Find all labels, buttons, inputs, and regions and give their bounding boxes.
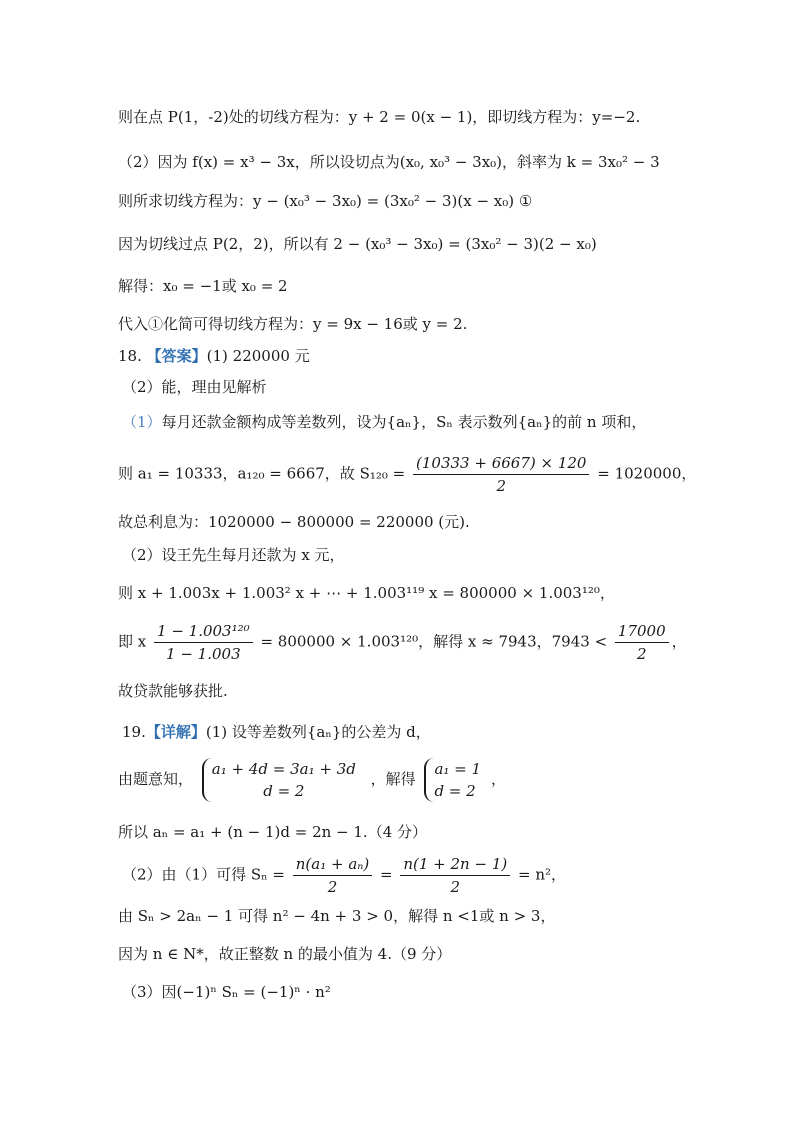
fraction-numerator: n(1 + 2n − 1) bbox=[400, 853, 510, 876]
equation: a₁ + 4d = 3a₁ + 3d bbox=[211, 760, 356, 778]
fraction-denominator: 2 bbox=[450, 878, 461, 896]
question-number: 18. bbox=[118, 347, 142, 365]
text-line: 因为 n ∈ N*，故正整数 n 的最小值为 4.（9 分） bbox=[118, 945, 452, 963]
line-text: ， bbox=[491, 770, 507, 788]
text-line bbox=[122, 411, 646, 433]
line-text: = n²， bbox=[518, 865, 567, 884]
fraction-denominator: 2 bbox=[637, 645, 647, 663]
question-number: 19. bbox=[122, 723, 146, 741]
line-text: = 1020000， bbox=[597, 464, 697, 483]
fraction bbox=[293, 853, 372, 898]
line-text: （2）由（1）可得 Sₙ = bbox=[122, 865, 285, 884]
line-text: ，解得 bbox=[370, 770, 416, 788]
answer-18-heading bbox=[118, 345, 310, 367]
formula-line bbox=[118, 452, 696, 497]
equation: d = 2 bbox=[263, 782, 305, 800]
fraction bbox=[154, 620, 253, 665]
fraction-numerator: n(a₁ + aₙ) bbox=[293, 853, 372, 876]
text-line: 则在点 P(1，-2)处的切线方程为：y + 2 = 0(x − 1)，即切线方程为：y=−2. bbox=[118, 108, 641, 126]
equation-system bbox=[202, 758, 362, 802]
text-line: 解得：x₀ = −1或 x₀ = 2 bbox=[118, 277, 288, 295]
text-line: 故贷款能够获批. bbox=[118, 682, 228, 700]
text-line: （3）因(−1)ⁿ Sₙ = (−1)ⁿ · n² bbox=[122, 983, 331, 1001]
line-text: ， bbox=[671, 632, 687, 651]
line-text: 由题意知， bbox=[118, 770, 194, 788]
text-line: 则所求切线方程为：y − (x₀³ − 3x₀) = (3x₀² − 3)(x − x₀) ① bbox=[118, 192, 533, 210]
formula-line bbox=[118, 620, 687, 665]
text-line: 由 Sₙ > 2aₙ − 1 可得 n² − 4n + 3 > 0，解得 n <1或 n > 3， bbox=[118, 907, 556, 925]
text-line: （2）设王先生每月还款为 x 元， bbox=[122, 546, 345, 564]
detail-tag: 【详解】 bbox=[145, 723, 206, 741]
text-line: （2）因为 f(x) = x³ − 3x，所以设切点为(x₀, x₀³ − 3x₀)，斜率为 k = 3x₀² − 3 bbox=[118, 153, 660, 171]
line-text: 则 a₁ = 10333，a₁₂₀ = 6667，故 S₁₂₀ = bbox=[118, 464, 406, 483]
fraction-numerator: 17000 bbox=[615, 620, 669, 643]
equation-system bbox=[424, 758, 487, 802]
fraction bbox=[413, 452, 589, 497]
answer-19-heading bbox=[122, 721, 431, 743]
fraction-denominator: 2 bbox=[327, 878, 338, 896]
line-text: = 800000 × 1.003¹²⁰，解得 x ≈ 7943，7943 < bbox=[260, 632, 608, 651]
text-line: 则 x + 1.003x + 1.003² x + ⋯ + 1.003¹¹⁹ x = 800000 × 1.003¹²⁰， bbox=[118, 584, 615, 602]
answer-tag: 【答案】 bbox=[146, 347, 207, 365]
fraction bbox=[400, 853, 510, 898]
text-line: 代入①化简可得切线方程为：y = 9x − 16或 y = 2. bbox=[118, 315, 468, 333]
line-text: = bbox=[379, 865, 393, 884]
text-line: 因为切线过点 P(2，2)，所以有 2 − (x₀³ − 3x₀) = (3x₀² − 3)(2 − x₀) bbox=[118, 235, 597, 253]
equation: a₁ = 1 bbox=[434, 760, 482, 778]
text-line: 所以 aₙ = a₁ + (n − 1)d = 2n − 1.（4 分） bbox=[118, 823, 428, 841]
line-text: 即 x bbox=[118, 632, 147, 651]
fraction-denominator: 2 bbox=[496, 477, 506, 495]
text-line: 故总利息为：1020000 − 800000 = 220000 (元). bbox=[118, 513, 470, 531]
part-label: （1） bbox=[122, 413, 162, 431]
formula-line bbox=[122, 853, 566, 898]
text-line: （2）能，理由见解析 bbox=[122, 378, 267, 396]
answer-text: (1) 220000 元 bbox=[206, 347, 310, 365]
system-line bbox=[118, 758, 506, 802]
fraction bbox=[615, 620, 669, 665]
fraction-denominator: 1 − 1.003 bbox=[166, 645, 241, 663]
fraction-numerator: (10333 + 6667) × 120 bbox=[413, 452, 589, 475]
line-text: 每月还款金额构成等差数列，设为{aₙ}，Sₙ 表示数列{aₙ}的前 n 项和， bbox=[161, 413, 647, 431]
fraction-numerator: 1 − 1.003¹²⁰ bbox=[154, 620, 253, 643]
line-text: (1) 设等差数列{aₙ}的公差为 d， bbox=[205, 723, 431, 741]
equation: d = 2 bbox=[434, 782, 476, 800]
